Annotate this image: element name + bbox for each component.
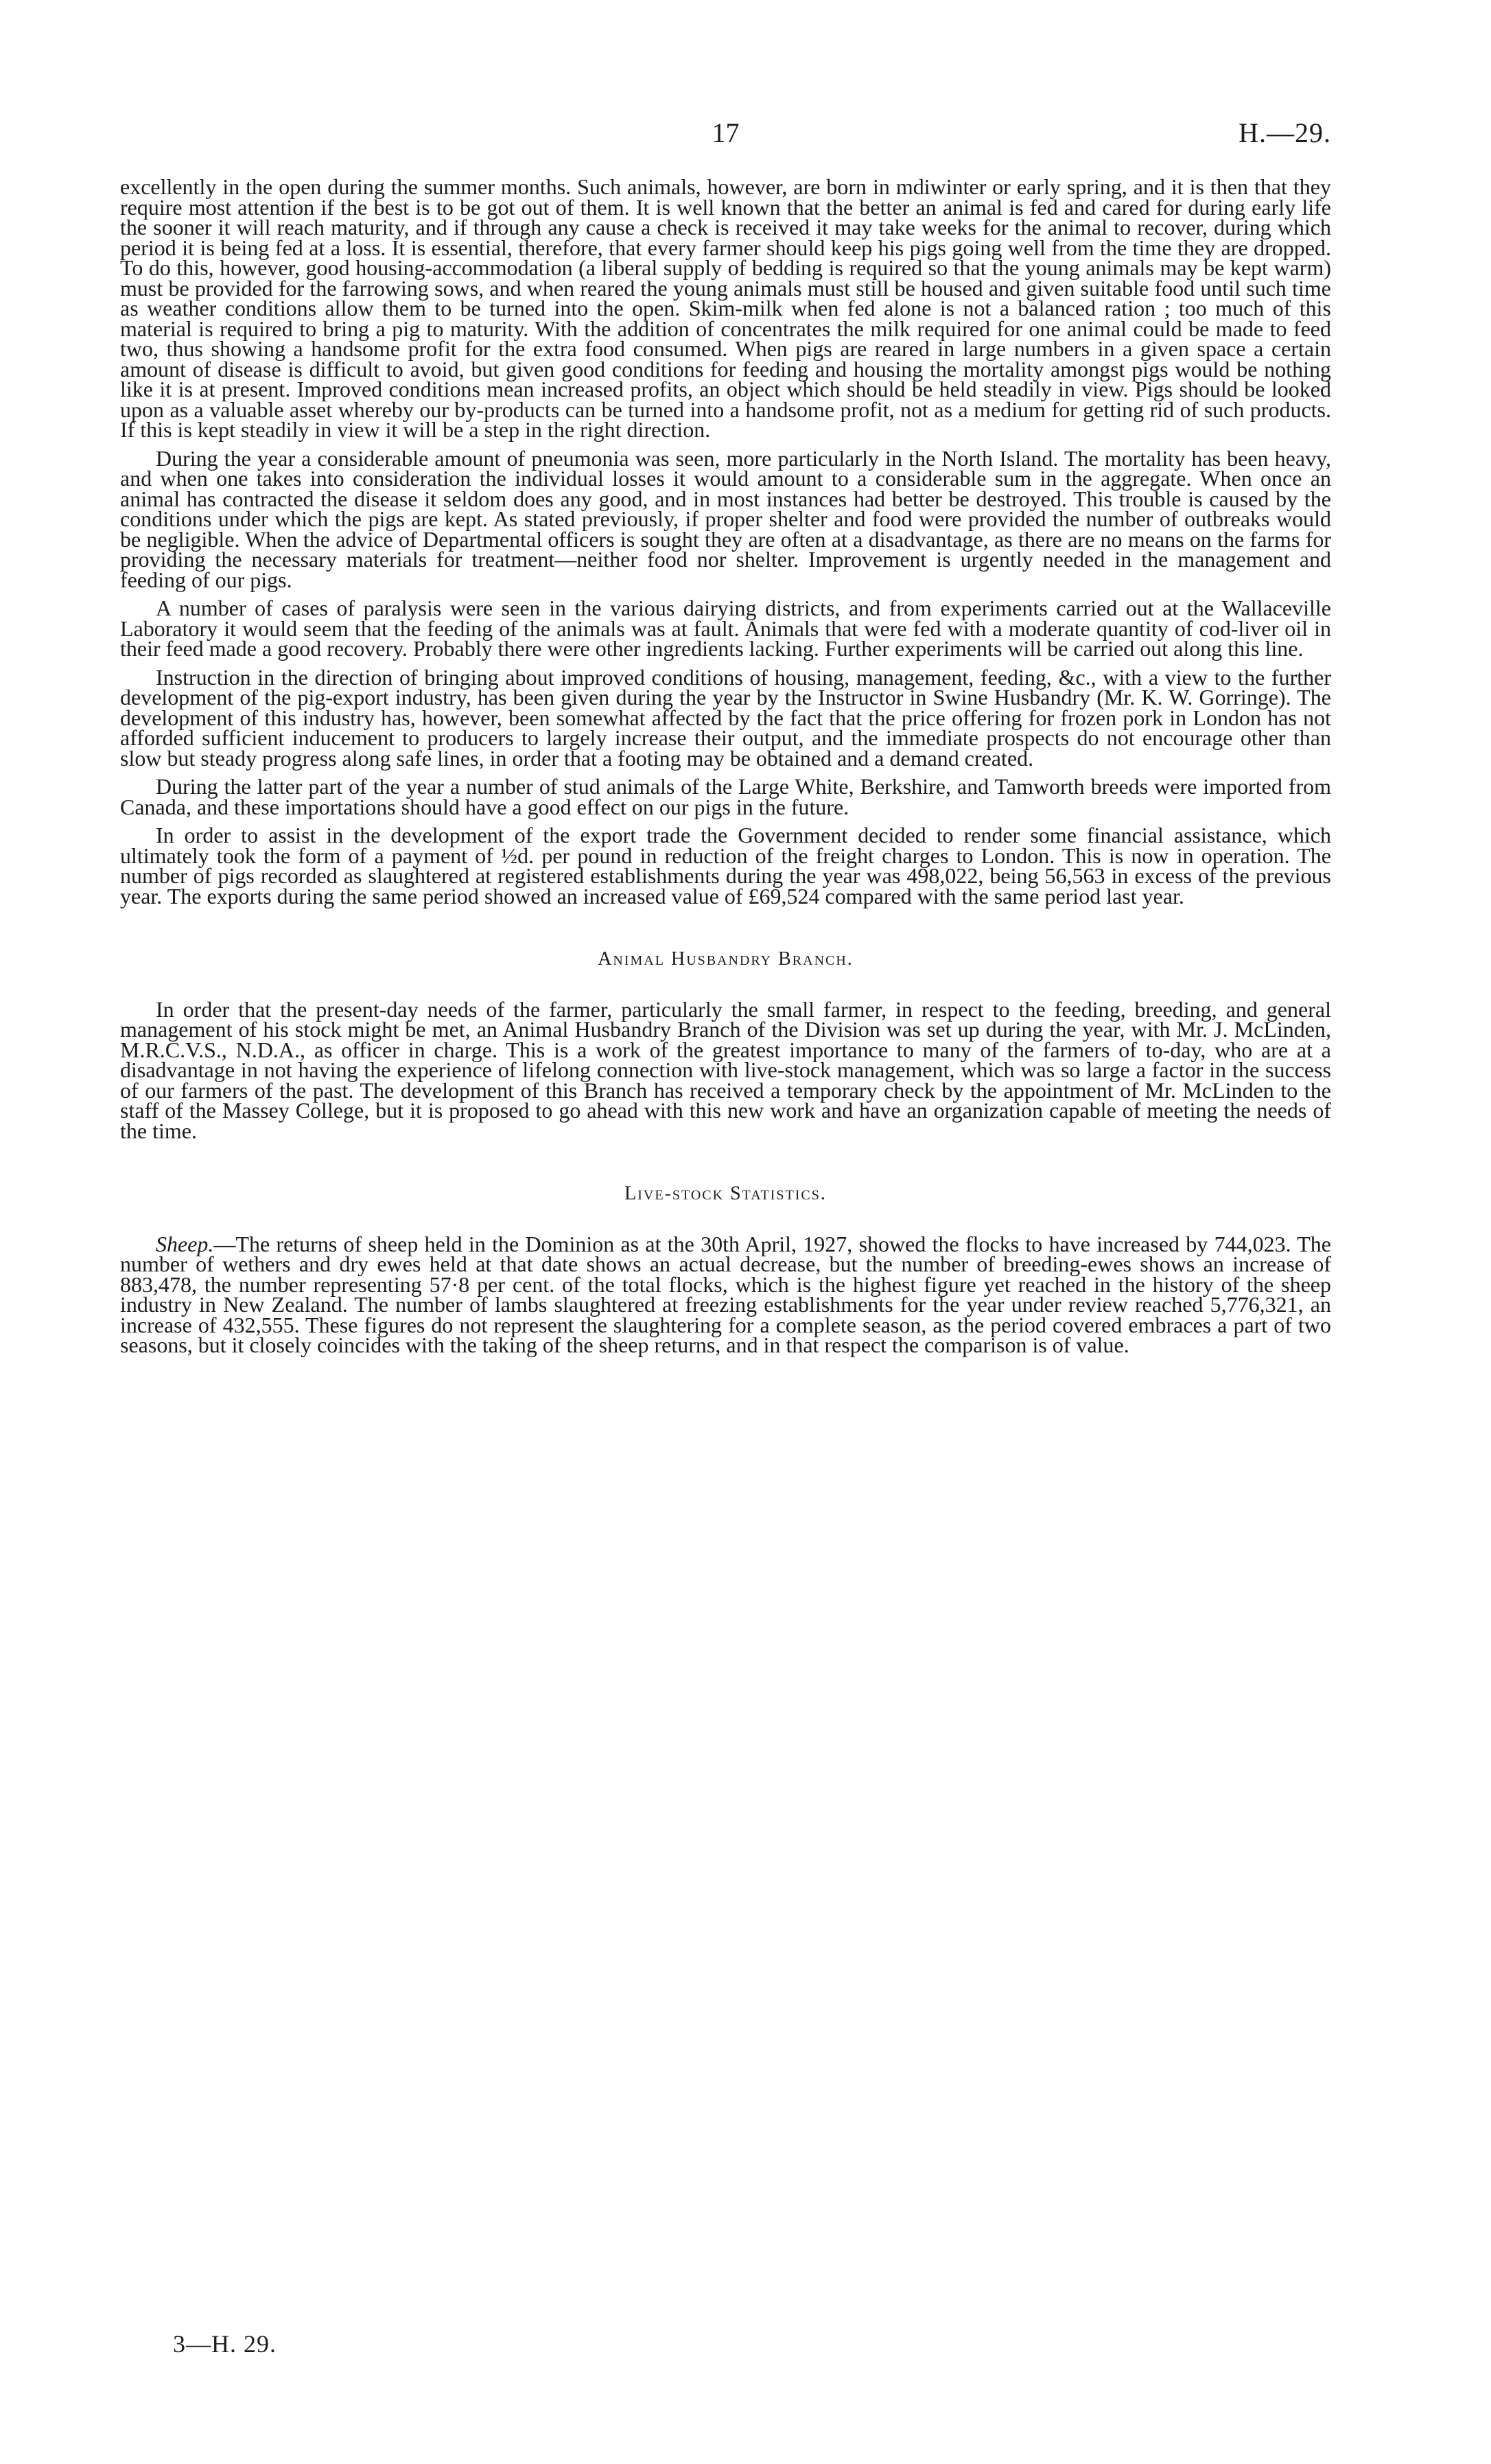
footer-signature: 3—H. 29. — [173, 2330, 277, 2358]
section-heading-animal-husbandry: Animal Husbandry Branch. — [598, 948, 854, 970]
page-number: 17 — [712, 117, 740, 148]
paragraph-sheep — [120, 1231, 1331, 1357]
body-text — [120, 174, 1331, 1364]
paragraph-instruction: Instruction in the direction of bringing about improved conditions of housing, management, feeding, &c., with a view to the further development of the pig-export industry, has been given during the year by the Instructor in Swine Husbandry (Mr. K. W. Gorringe). The development of this industry has, however, been somewhat affected by the fact that the price offering for frozen pork in London has not afforded sufficient inducement to producers to largely increase their output, and the immediate prospects do not encourage other than slow but steady progress along safe lines, in order that a footing may be obtained and a demand created. — [120, 664, 1331, 771]
paragraph-pneumonia: During the year a considerable amount of pneumonia was seen, more particularly in the North Island. The mortality has been heavy, and when one takes into consideration the individual losses it would amount to a considerable sum in the aggregate. When once an animal has contracted the disease it seldom does any good, and in most instances had better be destroyed. This trouble is caused by the conditions under which the pigs are kept. As stated previously, if proper shelter and food were provided the number of outbreaks would be negligible. When the advice of Departmental officers is sought they are often at a disadvantage, as there are no means on the farms for providing the necessary materials for treatment—neither food nor shelter. Improvement is urgently needed in the management and feeding of our pigs. — [120, 445, 1331, 592]
sheep-lead: Sheep. — [156, 1231, 214, 1256]
paragraph-stud-animals: During the latter part of the year a number of stud animals of the Large White, Berkshire, and Tamworth breeds were imported from Canada, and these importations should have a good effect on our pigs in the future. — [120, 774, 1331, 819]
sheep-text: —The returns of sheep held in the Dominion as at the 30th April, 1927, showed the flocks to have increased by 744,023. The number of wethers and dry ewes held at that date shows an actual decrease, but the number of breeding-ewes shows an increase of 883,478, the number representing 57·8 per cent. of the total flocks, which is the highest figure yet reached in the history of the sheep industry in New Zealand. The number of lambs slaughtered at freezing establishments for the year under review reached 5,776,321, an increase of 432,555. These figures do not represent the slaughtering for a complete season, as the period covered embraces a part of two seasons, but it closely coincides with the taking of the sheep returns, and in that respect the comparison is of value. — [120, 1231, 1331, 1357]
paragraph-paralysis: A number of cases of paralysis were seen in the various dairying districts, and from experiments carried out at the Wallaceville Laboratory it would seem that the feeding of the animals was at fault. Animals that were fed with a moderate quantity of cod-liver oil in their feed made a good recovery. Probably there were other ingredients lacking. Further experiments will be carried out along this line. — [120, 596, 1331, 661]
paragraph-animal-husbandry: In order that the present-day needs of the farmer, particularly the small farmer, in respect to the feeding, breeding, and general management of his stock might be met, an Animal Husbandry Branch of the Division was set up during the year, with Mr. J. McLinden, M.R.C.V.S., N.D.A., as officer in charge. This is a work of the greatest importance to many of the farmers of to-day, who are at a disadvantage in not having the experience of lifelong connection with live-stock management, which was so large a factor in the success of our farmers of the past. The development of this Branch has received a temporary check by the appointment of Mr. McLinden to the staff of the Massey College, but it is proposed to go ahead with this new work and have an organization capable of meeting the needs of the time. — [120, 996, 1331, 1143]
page-header — [120, 117, 1331, 158]
document-reference: H.—29. — [1238, 117, 1331, 148]
paragraph-export-assistance: In order to assist in the development of the export trade the Government decided to render some financial assistance, which ultimately took the form of a payment of ½d. per pound in reduction of the freight charges to London. This is now in operation. The number of pigs recorded as slaughtered at registered establishments during the year was 498,022, being 56,563 in excess of the previous year. The exports during the same period showed an increased value of £69,524 compared with the same period last year. — [120, 823, 1331, 908]
section-heading-live-stock-statistics: Live-stock Statistics. — [624, 1183, 827, 1204]
paragraph-continuation: excellently in the open during the summer months. Such animals, however, are born in mdiwinter or early spring, and it is then that they require most attention if the best is to be got out of them. It is well known that the better an animal is fed and cared for during early life the sooner it will reach maturity, and if through any cause a check is received it may take weeks for the animal to recover, during which period it is being fed at a loss. It is essential, therefore, that every farmer should keep his pigs going well from the time they are dropped. To do this, however, good housing-accommodation (a liberal supply of bedding is required so that the young animals may be kept warm) must be provided for the farrowing sows, and when reared the young animals must still be housed and given suitable food until such time as weather conditions allow them to be turned into the open. Skim-milk when fed alone is not a balanced ration ; too much of this material is required to bring a pig to maturity. With the addition of concentrates the milk required for one animal could be made to feed two, thus showing a handsome profit for the extra food consumed. When pigs are reared in large numbers in a given space a certain amount of disease is difficult to avoid, but given good conditions for feeding and housing the mortality amongst pigs would be nothing like it is at present. Improved conditions mean increased profits, an object which should be held steadily in view. Pigs should be looked upon as a valuable asset whereby our by-products can be turned into a handsome profit, not as a medium for getting rid of such products. If this is kept steadily in view it will be a step in the right direction. — [120, 174, 1331, 442]
